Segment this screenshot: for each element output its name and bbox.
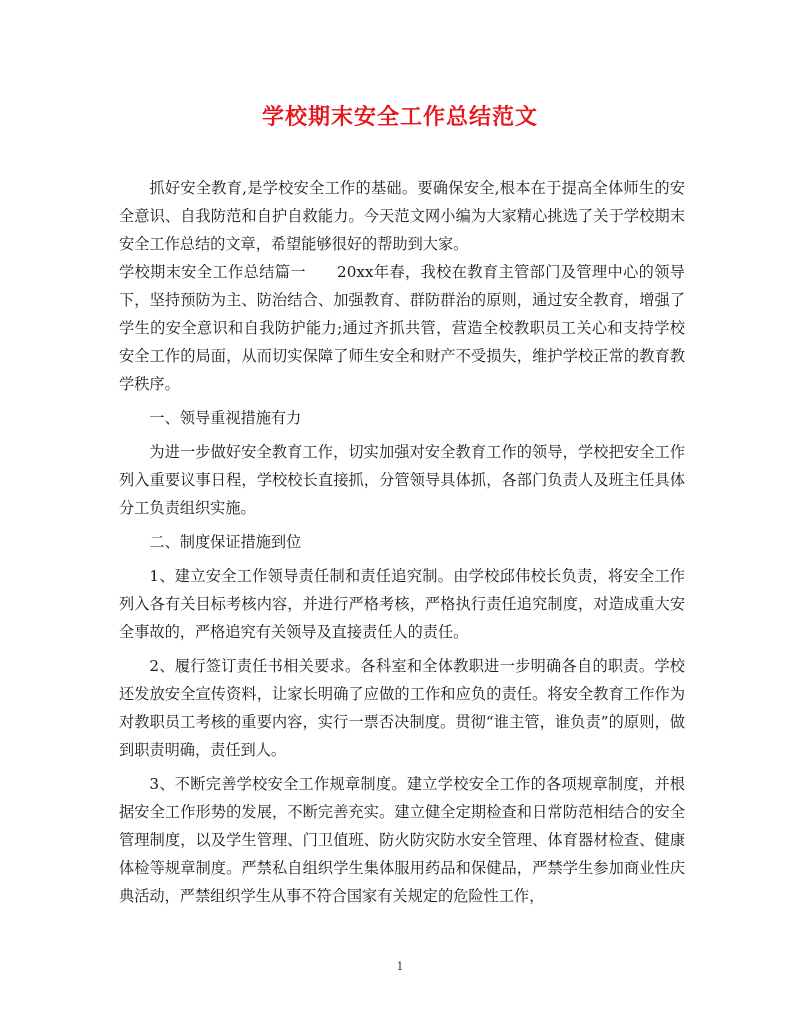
heading-system: 二、制度保证措施到位 bbox=[149, 533, 302, 551]
paragraph-item-1: 1、建立安全工作领导责任制和责任追究制。由学校邱伟校长负责，将安全工作列入各有关目标考核内容，并进行严格考核，严格执行责任追究制度，对造成重大安全事故的，严格追究有关领导及直接责任人的责任。 bbox=[119, 567, 685, 641]
heading-leadership: 一、领导重视措施有力 bbox=[149, 409, 302, 427]
page-number: 1 bbox=[396, 960, 404, 973]
document-title: 学校期末安全工作总结范文 bbox=[261, 104, 538, 130]
paragraph-item-3: 3、不断完善学校安全工作规章制度。建立学校安全工作的各项规章制度，并根据安全工作形势的发展，不断完善充实。建立健全定期检查和日常防范相结合的安全管理制度，以及学生管理、门卫值班、防火防灾防水安全管理、体育器材检查、健康体检等规章制度。严禁私自组织学生集体服用药品和保健品，严禁学生参加商业性庆典活动，严禁组织学生从事不符合国家有关规定的危险性工作， bbox=[119, 775, 685, 905]
paragraph-leadership: 为进一步做好安全教育工作，切实加强对安全教育工作的领导，学校把安全工作列入重要议事日程，学校校长直接抓，分管领导具体抓，各部门负责人及班主任具体分工负责组织实施。 bbox=[119, 443, 685, 517]
paragraph-summary-one: 学校期末安全工作总结篇一 20xx年春，我校在教育主管部门及管理中心的领导下，坚持预防为主、防治结合、加强教育、群防群治的原则，通过安全教育，增强了学生的安全意识和自我防护能力;通过齐抓共管，营造全校教职员工关心和支持学校安全工作的局面，从而切实保障了师生安全和财产不受损失，维护学校正常的教育教学秩序。 bbox=[119, 263, 685, 393]
paragraph-item-2: 2、履行签订责任书相关要求。各科室和全体教职进一步明确各自的职责。学校还发放安全宣传资料，让家长明确了应做的工作和应负的责任。将安全教育工作作为对教职员工考核的重要内容，实行一票否决制度。贯彻“谁主管，谁负责”的原则，做到职责明确，责任到人。 bbox=[119, 657, 685, 759]
paragraph-intro: 抓好安全教育,是学校安全工作的基础。要确保安全,根本在于提高全体师生的安全意识、自我防范和自护自救能力。今天范文网小编为大家精心挑选了关于学校期末安全工作总结的文章，希望能够很好的帮助到大家。 bbox=[119, 179, 685, 253]
document-body bbox=[119, 174, 685, 910]
